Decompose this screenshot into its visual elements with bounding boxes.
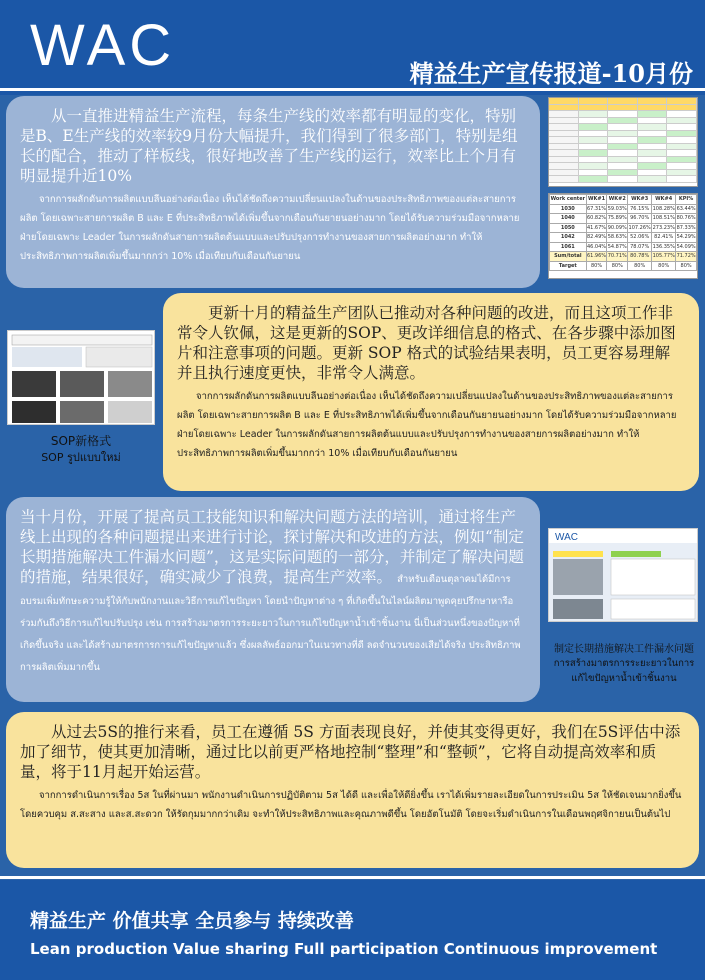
- table-cell: 1061: [550, 242, 587, 252]
- table-cell: 82.49%: [586, 234, 607, 241]
- table-cell: 52.06%: [628, 233, 652, 243]
- footer-slogan-cn: 精益生产 价值共享 全员参与 持续改善: [30, 910, 354, 932]
- table-cell: 80.76%: [676, 215, 696, 222]
- table-row: [550, 223, 697, 233]
- table-cell: 67.31%: [586, 205, 607, 212]
- table-cell: 80%: [676, 261, 697, 271]
- table-cell: 76.15%: [628, 204, 652, 214]
- table-cell: 108.51%: [652, 215, 675, 222]
- table-header-cell: WK#4: [652, 195, 676, 205]
- section-5s: [6, 712, 699, 868]
- table-header-cell: Work center: [550, 196, 586, 203]
- sop-caption-th: SOP รูปแบบใหม่: [41, 451, 121, 464]
- table-cell: 107.26%: [628, 224, 651, 231]
- table-cell: 82.41%: [652, 233, 676, 243]
- section-sop-cn: 更新十月的精益生产团队已推动对各种问题的改进，而且这项工作非常令人钦佩，这是更新的SOP、更改详细信息的格式、在各步骤中添加图片和注意事项的问题。更新 SOP 格式的试验结果表明，员工更容易理解并且执行速度更快，非常令人满意。: [177, 304, 676, 382]
- table-row: [550, 214, 697, 224]
- table-cell: 108.28%: [652, 205, 675, 212]
- table-cell: 90.09%: [607, 224, 627, 231]
- table-cell: 70.71%: [607, 253, 627, 260]
- table-cell: 71.72%: [676, 253, 696, 260]
- sop-format-image: [7, 330, 155, 425]
- table-row: [550, 242, 697, 252]
- table-cell: 96.70%: [628, 214, 652, 224]
- efficiency-summary-table: [548, 193, 698, 279]
- leak-caption-cn: 制定长期措施解决工件漏水问题: [554, 644, 694, 655]
- leak-measure-image: [548, 528, 698, 622]
- table-cell: 80%: [628, 261, 652, 271]
- section-efficiency-th: จากการผลักดันการผลิตแบบลีนอย่างต่อเนื่อง เห็นได้ชัดถึงความเปลี่ยนแปลงในด้านของประสิทธิภาพของแต่ละสายการผลิต โดยเฉพาะสายการผลิต B และ E ที่ประสิทธิภาพได้เพิ่มขึ้นจากเดือนกันยายนอย่างมาก โดยได้รับความร่วมมือจากหลายฝ่ายโดยเฉพาะ Leader ในการผลักดันสายการผลิตต้นแบบและปรับปรุงการทำงานของสายการผลิตอย่างมาก ทำให้ประสิทธิภาพการผลิตเพิ่มขึ้นมากกว่า 10% เมื่อเทียบกับเดือนกันยายน: [20, 194, 520, 262]
- svg-text:WAC: WAC: [555, 532, 578, 543]
- header-divider: [0, 88, 705, 91]
- table-cell: 54.09%: [676, 243, 696, 250]
- sheet-row: [549, 176, 697, 183]
- table-cell: 78.07%: [628, 242, 652, 252]
- footer-divider: [0, 876, 705, 879]
- table-cell: 273.23%: [652, 224, 675, 231]
- section-sop: [163, 293, 699, 491]
- section-training: [6, 497, 540, 702]
- table-cell: 105.77%: [652, 253, 675, 260]
- sop-caption-cn: SOP新格式: [50, 434, 112, 448]
- table-header-cell: WK#2: [608, 196, 626, 203]
- table-header-cell: WK#3: [628, 195, 652, 205]
- section-5s-th: จากการดำเนินการเรื่อง 5ส ในที่ผ่านมา พนักงานดำเนินการปฏิบัติตาม 5ส ได้ดี และเพื่อให้ดียิ่งขึ้น เราได้เพิ่มรายละเอียดในการประเมิน 5ส ให้ชัดเจนมากยิ่งขึ้น โดยควบคุม ส.สะสาง และส.สะดวก ให้รัดกุมมากกว่าเดิม จะทำให้ประสิทธิภาพและคุณภาพดีขึ้น โดยอัตโนมัติ โดยจะเริ่มดำเนินการในเดือนพฤศจิกายนเป็นต้นไป: [20, 790, 682, 820]
- table-cell: 46.04%: [586, 243, 607, 250]
- page-title: 精益生产宣传报道-10月份: [409, 59, 693, 88]
- table-cell: 1040: [550, 214, 587, 224]
- section-efficiency-cn: 从一直推进精益生产流程，每条生产线的效率都有明显的变化，特别是B、E生产线的效率较9月份大幅提升，我们得到了很多部门，特别是组长的配合，推动了样板线，很好地改善了生产线的运行，效率比上个月有明显提升近10%: [20, 107, 518, 185]
- table-row: [550, 261, 697, 271]
- table-cell: 136.35%: [652, 243, 675, 250]
- header-banner: [0, 0, 705, 95]
- table-cell: 59.03%: [607, 205, 627, 212]
- section-training-cn: 当十月份，开展了提高员工技能知识和解决问题方法的培训，通过将生产线上出现的各种问题提出来进行讨论，探讨解决和改进的方法，例如“制定长期措施解决工件漏水问题”，这是实际问题的一部分，并制定了解决问题的措施，结果很好，确实减少了浪费，提高生产效率。: [20, 508, 524, 586]
- table-cell: Sum/total: [550, 252, 587, 262]
- table-cell: 61.96%: [586, 253, 607, 260]
- table-row: [550, 233, 697, 243]
- table-cell: 1050: [550, 223, 587, 233]
- section-efficiency: [6, 96, 540, 288]
- table-row: [550, 204, 697, 214]
- table-cell: 63.44%: [676, 205, 696, 212]
- table-cell: 1042: [550, 233, 587, 243]
- table-cell: 41.67%: [586, 224, 607, 231]
- table-cell: 58.63%: [607, 234, 627, 241]
- table-cell: 80%: [586, 261, 607, 271]
- table-cell: 75.89%: [607, 215, 627, 222]
- table-cell: 54.29%: [676, 234, 696, 241]
- table-cell: 80%: [607, 261, 628, 271]
- table-cell: Target: [550, 261, 587, 271]
- section-sop-th: จากการผลักดันการผลิตแบบลีนอย่างต่อเนื่อง เห็นได้ชัดถึงความเปลี่ยนแปลงในด้านของประสิทธิภาพของแต่ละสายการผลิต โดยเฉพาะสายการผลิต B และ E ที่ประสิทธิภาพได้เพิ่มขึ้นจากเดือนกันยายนอย่างมาก โดยได้รับความร่วมมือจากหลายฝ่ายโดยเฉพาะ Leader ในการผลักดันสายการผลิตต้นแบบและปรับปรุงการทำงานของสายการผลิตอย่างมาก ทำให้ประสิทธิภาพการผลิตเพิ่มขึ้นมากกว่า 10% เมื่อเทียบกับเดือนกันยายน: [177, 391, 677, 459]
- footer-slogan-en: Lean production Value sharing Full participation Continuous improvement: [30, 940, 658, 958]
- table-cell: 1030: [550, 204, 587, 214]
- leak-caption-th: การสร้างมาตรการระยะยาวในการแก้ไขปัญหาน้ำเข้าชิ้นงาน: [553, 658, 695, 684]
- table-cell: 80.78%: [628, 252, 652, 262]
- wac-logo: WAC: [30, 13, 176, 78]
- table-cell: 80%: [652, 261, 676, 271]
- table-cell: 54.87%: [607, 243, 627, 250]
- section-5s-cn: 从过去5S的推行来看，员工在遵循 5S 方面表现良好，并使其变得更好，我们在5S评估中添加了细节，使其更加清晰，通过比以前更严格地控制“整理”和“整顿”，它将自动提高效率和质量，将于11月起开始运营。: [20, 723, 681, 781]
- section-training-th: สำหรับเดือนตุลาคมได้มีการอบรมเพิ่มทักษะความรู้ให้กับพนักงานและวิธีการแก้ไขปัญหา โดยนำปัญหาต่าง ๆ ที่เกิดขึ้นในไลน์ผลิตมาพูดคุยปรึกษาหารือร่วมกันถึงวิธีการแก้ไขปรับปรุง เช่น การสร้างมาตรการระยะยาวในการแก้ไขปัญหาน้ำเข้าชิ้นงาน นี่เป็นส่วนหนึ่งของปัญหาที่เกิดขึ้นจริง และได้สร้างมาตรการการแก้ไขปัญหาแล้ว ซึ่งผลลัพธ์ออกมาในเนวทางที่ดี ลดจำนวนของเสียได้จริง ประสิทธิภาพการผลิตเพิ่มมากขึ้น: [20, 574, 521, 673]
- table-cell: 87.33%: [676, 224, 696, 231]
- table-header-cell: WK#1: [588, 196, 606, 203]
- table-row: [550, 252, 697, 262]
- table-header-cell: KPI%: [676, 195, 697, 205]
- weekly-efficiency-spreadsheet: [548, 97, 698, 187]
- table-cell: 60.82%: [586, 215, 607, 222]
